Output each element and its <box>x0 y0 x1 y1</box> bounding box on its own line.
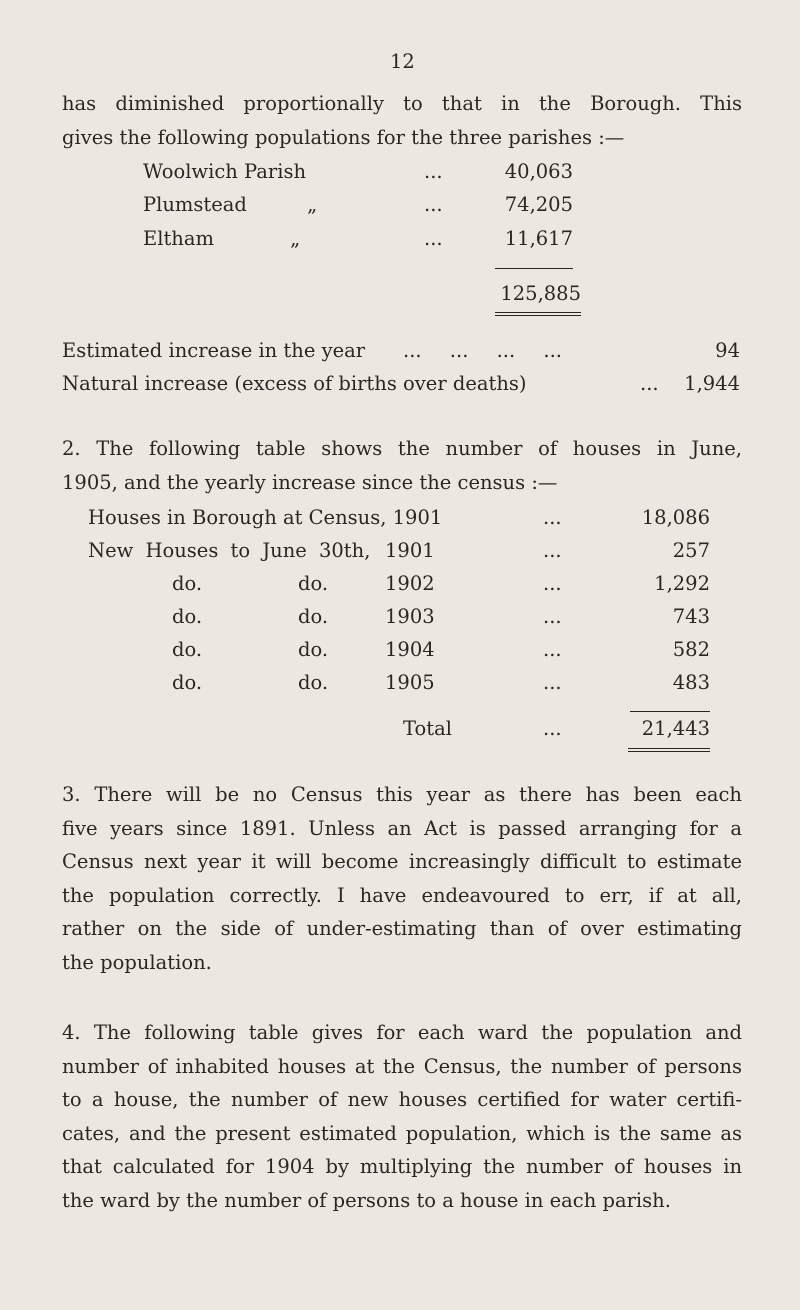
section-4-paragraph <box>62 1016 742 1218</box>
leader-dots: ... <box>640 372 659 395</box>
section-4-line: number of inhabited houses at the Census, the number of persons <box>62 1054 742 1078</box>
intro-line: gives the following populations for the three parishes :— <box>62 125 625 149</box>
section-3-paragraph <box>62 778 742 980</box>
do-col1: do. <box>172 671 203 694</box>
section-3-line: the population correctly. I have endeavoured to err, if at all, <box>62 883 742 907</box>
section-2-line: 1905, and the yearly increase since the census :— <box>62 470 558 494</box>
section-3-line: Census next year it will become increasingly difficult to estimate <box>62 850 742 874</box>
parish-value: 40,063 <box>504 160 573 183</box>
sum-rule <box>495 268 573 269</box>
leader-dots: ... ... ... ... <box>403 339 562 362</box>
leader-dots: ... <box>543 717 562 740</box>
houses-total-value: 21,443 <box>641 717 710 740</box>
do-year: 1905 <box>385 671 435 694</box>
do-col1: do. <box>172 572 203 595</box>
parish-value: 74,205 <box>504 193 573 216</box>
parish-name: Plumstead „ <box>143 193 318 216</box>
leader-dots: ... <box>543 671 562 694</box>
section-3-line: the population. <box>62 950 212 974</box>
leader-dots: ... <box>424 193 443 216</box>
do-year: 1903 <box>385 605 435 628</box>
do-col2: do. <box>298 638 329 661</box>
section-3-line: rather on the side of under-estimating than of over estimating <box>62 917 742 941</box>
natural-increase-value: 1,944 <box>684 372 740 395</box>
total-double-rule <box>628 748 710 752</box>
estimated-increase-label: Estimated increase in the year <box>62 339 366 362</box>
natural-increase-label: Natural increase (excess of births over deaths) <box>62 372 527 395</box>
leader-dots: ... <box>424 227 443 250</box>
do-col2: do. <box>298 572 329 595</box>
do-value: 483 <box>672 671 710 694</box>
section-2-paragraph <box>62 432 742 499</box>
section-4-line: the ward by the number of persons to a house in each parish. <box>62 1188 671 1212</box>
do-col2: do. <box>298 605 329 628</box>
houses-total-label: Total <box>403 717 452 740</box>
section-4-line: 4. The following table gives for each ward the population and <box>62 1021 742 1044</box>
do-value: 1,292 <box>654 572 710 595</box>
sum-rule <box>630 711 710 712</box>
leader-dots: ... <box>543 638 562 661</box>
section-4-line: to a house, the number of new houses certified for water certifi- <box>62 1088 742 1112</box>
parish-name: Woolwich Parish <box>143 160 307 183</box>
do-col1: do. <box>172 638 203 661</box>
leader-dots: ... <box>543 539 562 562</box>
intro-line: has diminished proportionally to that in the Borough. This <box>62 92 742 115</box>
section-4-line: that calculated for 1904 by multiplying the number of houses in <box>62 1155 742 1179</box>
estimated-increase-value: 94 <box>715 339 740 362</box>
leader-dots: ... <box>543 506 562 529</box>
do-year: 1904 <box>385 638 435 661</box>
leader-dots: ... <box>543 572 562 595</box>
do-col2: do. <box>298 671 329 694</box>
do-value: 743 <box>672 605 710 628</box>
section-4-line: cates, and the present estimated population, which is the same as <box>62 1121 742 1145</box>
page-number: 12 <box>390 50 415 73</box>
parish-value: 11,617 <box>504 227 573 250</box>
section-3-line: 3. There will be no Census this year as there has been each <box>62 783 742 806</box>
do-value: 582 <box>672 638 710 661</box>
houses-census-label: Houses in Borough at Census, 1901 <box>88 506 443 529</box>
parish-total: 125,885 <box>500 282 581 305</box>
houses-census-value: 18,086 <box>641 506 710 529</box>
new-houses-label: New Houses to June 30th, <box>88 539 371 562</box>
do-col1: do. <box>172 605 203 628</box>
total-double-rule <box>495 312 581 316</box>
new-houses-value: 257 <box>672 539 710 562</box>
leader-dots: ... <box>543 605 562 628</box>
section-3-line: five years since 1891. Unless an Act is passed arranging for a <box>62 816 742 840</box>
new-houses-year: 1901 <box>385 539 435 562</box>
leader-dots: ... <box>424 160 443 183</box>
intro-paragraph <box>62 87 742 154</box>
do-year: 1902 <box>385 572 435 595</box>
section-2-line: 2. The following table shows the number of houses in June, <box>62 437 742 460</box>
parish-name: Eltham „ <box>143 227 301 250</box>
